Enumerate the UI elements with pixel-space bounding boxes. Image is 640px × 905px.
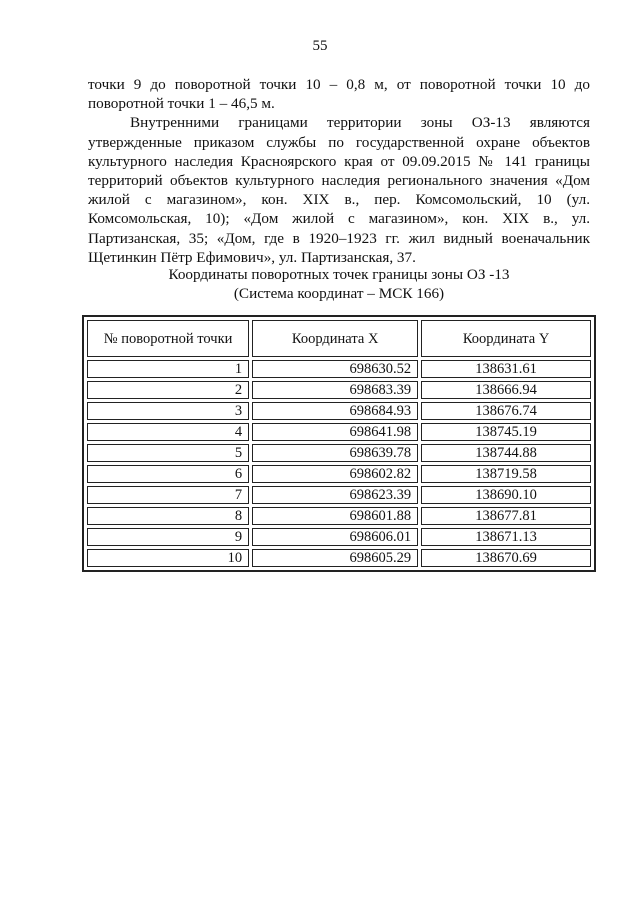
header-coordinate-y: Координата Y [421,320,591,357]
cell-coordinate-x: 698630.52 [252,360,418,378]
cell-point-number: 5 [87,444,249,462]
table-header-row [87,320,591,357]
coordinates-table [82,315,596,572]
header-coordinate-x: Координата X [252,320,418,357]
cell-coordinate-y: 138631.61 [421,360,591,378]
cell-coordinate-x: 698602.82 [252,465,418,483]
cell-coordinate-y: 138670.69 [421,549,591,567]
table-caption [88,265,590,303]
cell-coordinate-x: 698601.88 [252,507,418,525]
cell-coordinate-y: 138676.74 [421,402,591,420]
cell-coordinate-x: 698605.29 [252,549,418,567]
cell-point-number: 1 [87,360,249,378]
table-row [87,507,591,525]
header-point-number: № поворотной точки [87,320,249,357]
paragraph-inner-boundaries: Внутренними границами территории зоны ОЗ-13 являются утвержденные приказом службы по государственной охране объектов культурного наследия Красноярского края от 09.09.2015 № 141 границы территорий объектов культурного наследия регионального значения «Дом жилой с магазином», кон. XIX в., пер. Комсомольский, 10 (ул. Комсомольская, 10); «Дом жилой с магазином», кон. XIX в., ул. Партизанская, 35; «Дом, где в 1920–1923 гг. жил видный военачальник Щетинкин Пётр Ефимович», ул. Партизанская, 37. [88,114,590,266]
cell-coordinate-y: 138677.81 [421,507,591,525]
cell-coordinate-y: 138719.58 [421,465,591,483]
body-text [88,75,590,267]
cell-point-number: 3 [87,402,249,420]
table-row [87,381,591,399]
cell-coordinate-y: 138671.13 [421,528,591,546]
cell-coordinate-y: 138666.94 [421,381,591,399]
cell-coordinate-x: 698683.39 [252,381,418,399]
cell-point-number: 6 [87,465,249,483]
table-row [87,360,591,378]
paragraph-continuation: точки 9 до поворотной точки 10 – 0,8 м, от поворотной точки 10 до поворотной точки 1 – 46,5 м. [88,76,590,113]
cell-coordinate-x: 698606.01 [252,528,418,546]
page-number: 55 [312,38,328,54]
cell-coordinate-x: 698639.78 [252,444,418,462]
table-row [87,486,591,504]
table-caption-title: Координаты поворотных точек границы зоны ОЗ -13 [168,266,510,283]
table-caption-coordinate-system: (Система координат – МСК 166) [233,285,445,302]
cell-point-number: 4 [87,423,249,441]
cell-coordinate-x: 698684.93 [252,402,418,420]
table-row [87,549,591,567]
cell-coordinate-y: 138745.19 [421,423,591,441]
cell-point-number: 2 [87,381,249,399]
cell-point-number: 8 [87,507,249,525]
cell-point-number: 10 [87,549,249,567]
cell-point-number: 7 [87,486,249,504]
cell-coordinate-x: 698623.39 [252,486,418,504]
table-row [87,402,591,420]
cell-coordinate-y: 138744.88 [421,444,591,462]
cell-point-number: 9 [87,528,249,546]
table-row [87,444,591,462]
cell-coordinate-x: 698641.98 [252,423,418,441]
table-row [87,465,591,483]
table-row [87,423,591,441]
cell-coordinate-y: 138690.10 [421,486,591,504]
table-row [87,528,591,546]
